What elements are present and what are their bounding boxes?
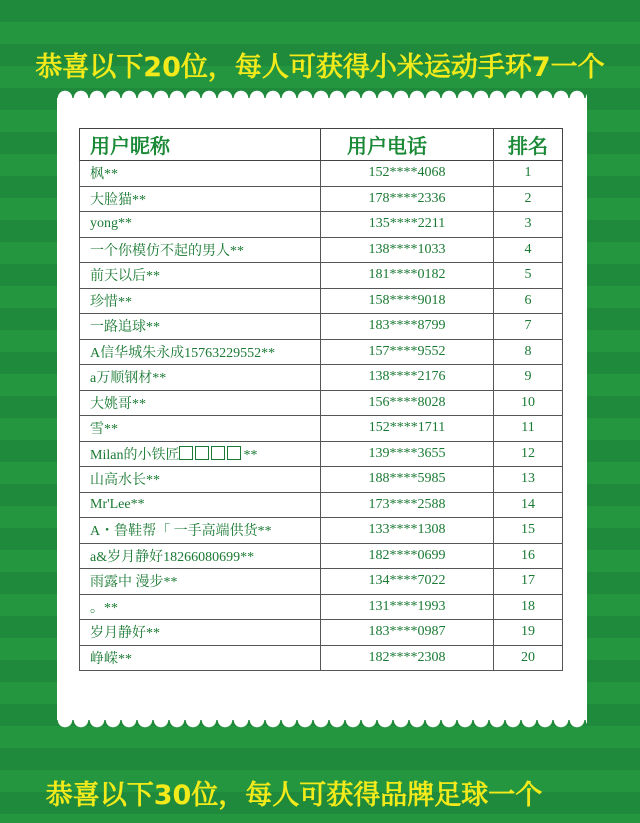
table-row [80,161,563,187]
table-body [80,161,563,671]
cell-phone: 173****2588 [321,492,494,518]
nickname-text: A信华城朱永成15763229552** [90,345,276,361]
cell-rank: 7 [494,314,563,340]
cell-nickname [80,594,321,620]
table-row [80,314,563,340]
nickname-text: 前天以后** [90,269,160,285]
cell-nickname [80,492,321,518]
cell-nickname [80,467,321,493]
winner-list-card [57,98,587,720]
cell-phone: 138****2176 [321,365,494,391]
cell-phone: 139****3655 [321,441,494,467]
table-row [80,620,563,646]
missing-glyph-icon [227,446,241,460]
cell-nickname [80,416,321,442]
table-row [80,186,563,212]
cell-nickname [80,569,321,595]
cell-phone: 182****2308 [321,645,494,671]
cell-rank: 11 [494,416,563,442]
table-row [80,518,563,544]
cell-rank: 5 [494,263,563,289]
cell-nickname [80,441,321,467]
cell-rank: 18 [494,594,563,620]
cell-phone: 133****1308 [321,518,494,544]
cell-phone: 138****1033 [321,237,494,263]
table-row [80,492,563,518]
nickname-text: yong** [90,216,132,232]
column-header-phone: 用户电话 [321,129,494,161]
table-row [80,237,563,263]
nickname-text: 雪** [90,422,118,438]
table-row [80,212,563,238]
cell-rank: 6 [494,288,563,314]
cell-phone: 182****0699 [321,543,494,569]
missing-glyph-icon [195,446,209,460]
table-row [80,416,563,442]
cell-rank: 13 [494,467,563,493]
cell-rank: 16 [494,543,563,569]
cell-nickname [80,339,321,365]
cell-phone: 134****7022 [321,569,494,595]
nickname-text: 雨露中 漫步** [90,575,178,591]
nickname-suffix: ** [243,447,258,463]
top-headline: 恭喜以下20位，每人可获得小米运动手环7一个 [35,52,605,83]
cell-nickname [80,620,321,646]
cell-phone: 157****9552 [321,339,494,365]
cell-phone: 181****0182 [321,263,494,289]
cell-rank: 9 [494,365,563,391]
column-header-rank: 排名 [494,129,563,161]
cell-nickname [80,390,321,416]
cell-phone: 178****2336 [321,186,494,212]
cell-phone: 152****1711 [321,416,494,442]
cell-rank: 15 [494,518,563,544]
table-row [80,645,563,671]
cell-nickname [80,288,321,314]
nickname-text: 一个你模仿不起的男人** [90,243,244,259]
cell-rank: 1 [494,161,563,187]
table-row [80,339,563,365]
nickname-text: 大脸猫** [90,192,146,208]
table-row [80,594,563,620]
table-row [80,263,563,289]
cell-nickname [80,365,321,391]
nickname-text: 。** [90,600,118,616]
cell-nickname [80,186,321,212]
missing-glyph-icon [211,446,225,460]
cell-nickname [80,161,321,187]
cell-rank: 4 [494,237,563,263]
cell-rank: 10 [494,390,563,416]
nickname-text: 枫** [90,167,118,183]
cell-nickname [80,543,321,569]
table-row [80,543,563,569]
nickname-text: a万顺钢材** [90,371,167,387]
cell-rank: 14 [494,492,563,518]
table-row [80,569,563,595]
nickname-text: Milan的小铁匠 [90,447,180,463]
winners-table [79,128,563,671]
cell-rank: 17 [494,569,563,595]
missing-glyph-icon [179,446,193,460]
cell-nickname [80,314,321,340]
nickname-text: 峥嵘** [90,651,132,667]
cell-nickname [80,518,321,544]
cell-phone: 188****5985 [321,467,494,493]
cell-nickname [80,263,321,289]
cell-phone: 183****8799 [321,314,494,340]
cell-nickname [80,237,321,263]
table-row [80,288,563,314]
cell-phone: 131****1993 [321,594,494,620]
nickname-text: Mr'Lee** [90,496,145,512]
table-row [80,467,563,493]
cell-rank: 8 [494,339,563,365]
cell-rank: 20 [494,645,563,671]
cell-rank: 12 [494,441,563,467]
nickname-text: 大姚哥** [90,396,146,412]
nickname-text: A・鲁鞋帮「 一手高端供货** [90,524,272,540]
nickname-text: 岁月静好** [90,626,160,642]
cell-phone: 156****8028 [321,390,494,416]
table-row [80,390,563,416]
cell-nickname [80,212,321,238]
nickname-text: 山高水长** [90,473,160,489]
table-row [80,365,563,391]
bottom-headline: 恭喜以下30位，每人可获得品牌足球一个 [45,780,543,811]
cell-rank: 3 [494,212,563,238]
nickname-text: 珍惜** [90,294,132,310]
cell-rank: 19 [494,620,563,646]
cell-nickname [80,645,321,671]
table-header-row [80,129,563,161]
cell-phone: 135****2211 [321,212,494,238]
cell-phone: 158****9018 [321,288,494,314]
cell-phone: 183****0987 [321,620,494,646]
nickname-text: 一路追球** [90,320,160,336]
column-header-nickname: 用户昵称 [80,129,321,161]
nickname-text: a&岁月静好18266080699** [90,549,255,565]
table-row [80,441,563,467]
cell-rank: 2 [494,186,563,212]
cell-phone: 152****4068 [321,161,494,187]
